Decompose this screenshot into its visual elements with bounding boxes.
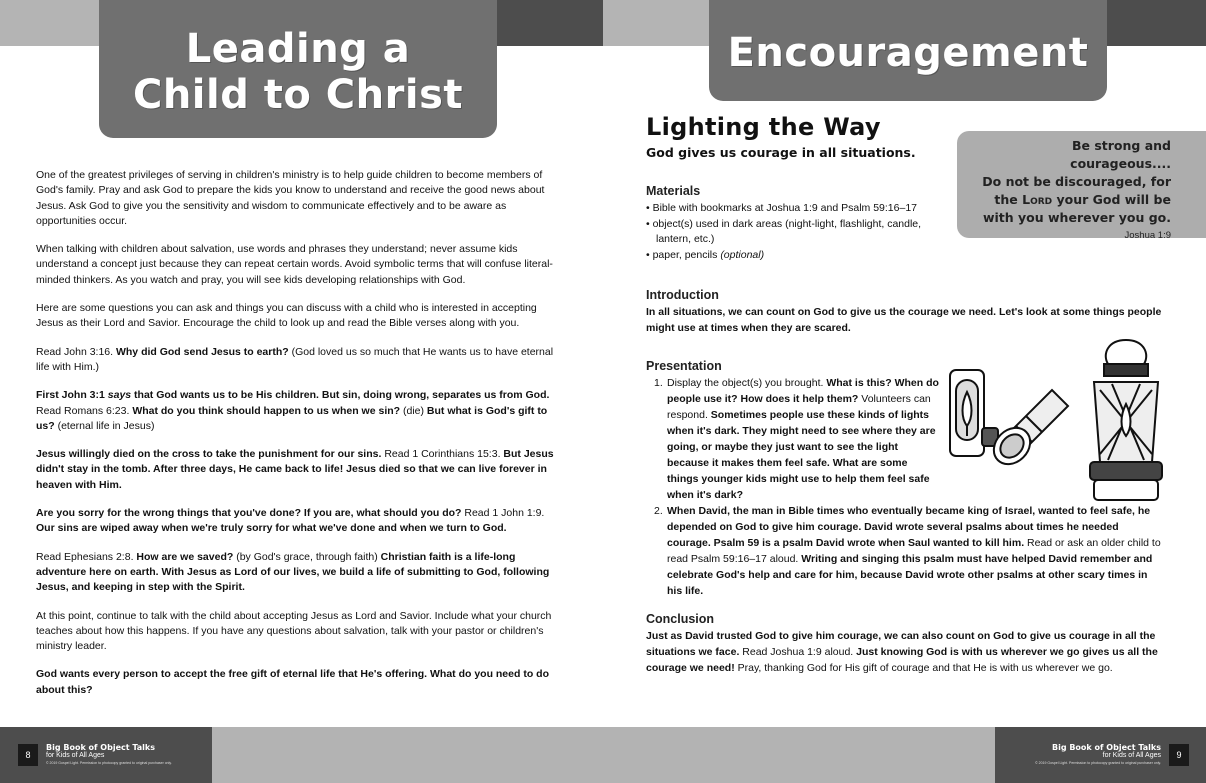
text-run: Read or ask an older child to read Psalm 59:16–17 aloud. (667, 537, 1161, 565)
body-paragraph (36, 301, 561, 332)
text-run: But Jesus didn't stay in the tomb. After three days, He came back to life! Jesus died so that we can live forever in heaven with Him. (36, 448, 554, 491)
text-run: Jesus willingly died on the cross to take the punishment for our sins. (36, 448, 382, 461)
page-number-left: 8 (18, 744, 38, 766)
materials-item (646, 217, 946, 248)
body-paragraph (36, 667, 561, 698)
text-run: that God wants us to be His children. But sin, doing wrong, separates us from God. (131, 389, 550, 402)
text-run: Christian faith is a life-long adventure here on earth. With Jesus as Lord of our lives, we build a life of submitting to God, following Jesus, and keeping in step with the Spirit. (36, 550, 550, 594)
text-run: Read Joshua 1:9 aloud. (739, 646, 857, 658)
text-run: One of the greatest privileges of serving in children's ministry is to help guide children to become members of God's family. Pray and ask God to prepare the kids you know to understand and receive the good news about Jesus. Ask God to give you the sensitivity and wisdom to communicate effectively and to be aware as opportunities occur. (36, 169, 545, 227)
presentation-step-2 (654, 503, 1164, 599)
text-run: (die) (400, 404, 427, 417)
lights-illustration (944, 334, 1166, 512)
body-paragraph (36, 388, 561, 434)
text-run: How are we saved? (136, 550, 234, 563)
text-run: Display the object(s) you brought. (667, 377, 827, 389)
text-run: When David, the man in Bible times who eventually became king of Israel, wanted to feel safe, he depended on God to give him courage. David wrote several psalms about times he needed courage. Psalm 59 is a psalm David wrote when Saul wanted to kill him. (667, 505, 1151, 549)
materials-item-optional: (optional) (720, 248, 765, 261)
text-run: Read Romans 6:23. (36, 404, 133, 417)
title-line-2: Child to Christ (132, 72, 464, 118)
introduction-text: In all situations, we can count on God to give us the courage we need. Let's look at some things people might use at times when they are scared. (646, 306, 1162, 334)
body-paragraph (36, 345, 561, 376)
text-run: Read 1 John 1:9. (461, 507, 545, 520)
body-paragraph (36, 609, 561, 655)
book-title-left: Big Book of Object Talks (46, 743, 156, 752)
verse-lord: Lord (1022, 192, 1053, 207)
presentation-heading: Presentation (646, 359, 722, 373)
text-run: But what is God's gift to us? (36, 404, 548, 432)
page-number-right: 9 (1169, 744, 1189, 766)
verse-reference: Joshua 1:9 (1124, 230, 1171, 241)
verse-line-3 (967, 191, 1171, 209)
verse-line-3-post: your God will be (1052, 192, 1171, 207)
presentation-step-1 (654, 375, 939, 503)
verse-line-1: Be strong and courageous.... (1070, 138, 1171, 171)
text-run: What is this? When do people use it? How does it help them? (667, 377, 939, 405)
memory-verse-box (957, 131, 1206, 241)
text-run: Sometimes people use these kinds of lights when it's dark. They might need to see where they are going, or maybe they just want to see the light because it makes them feel safe. What are some things younger kids might use to help them feel safe when it's dark? (667, 409, 936, 501)
verse-line-3-pre: the (994, 192, 1023, 207)
step-number: 2. (654, 505, 663, 517)
verse-line-2: Do not be discouraged, for (982, 174, 1171, 189)
conclusion-text (646, 628, 1166, 676)
body-paragraph (36, 506, 561, 537)
text-run: (eternal life in Jesus) (54, 419, 155, 432)
text-run: What do you think should happen to us when we sin? (132, 404, 401, 417)
copyright-right: © 2019 Gospel Light. Permission to photocopy granted to original purchaser only. (1035, 761, 1161, 765)
book-subtitle-left: for Kids of All Ages (46, 752, 105, 759)
night-light-icon (950, 370, 998, 456)
body-paragraph (36, 550, 561, 596)
book-subtitle-right: for Kids of All Ages (1102, 752, 1161, 759)
materials-item (646, 201, 946, 217)
text-run: God wants every person to accept the free gift of eternal life that He's offering. What do you need to do about this? (36, 668, 549, 696)
text-run: Read 1 Corinthians 15:3. (381, 448, 504, 461)
text-run: Just as David trusted God to give him courage, we can also count on God to give us courage in all the situations we face. (646, 630, 1156, 658)
left-page-body (36, 168, 561, 711)
text-run: At this point, continue to talk with the child about accepting Jesus as Lord and Savior. Include what your church teaches about how this happens. If you have any questions about salvation, talk with your pastor or children's ministry leader. (36, 609, 552, 653)
conclusion-heading: Conclusion (646, 612, 715, 626)
lantern-icon (1090, 340, 1162, 500)
text-run: Writing and singing this psalm must have helped David remember and celebrate God's help and care for him, because David wrote other psalms at other scary times in his life. (667, 553, 1153, 597)
memory-verse-text (967, 137, 1171, 227)
step-number: 1. (654, 377, 663, 389)
materials-list (646, 201, 946, 263)
text-run: Volunteers can respond. (667, 393, 931, 421)
book-title-right: Big Book of Object Talks (1051, 743, 1161, 752)
text-run: (God loved us so much that He wants us to have eternal life with Him.) (36, 345, 554, 373)
text-run: Are you sorry for the wrong things that you've done? If you are, what should you do? (36, 507, 462, 520)
text-run: Our sins are wiped away when we're truly sorry for what we've done and when we turn to God. (36, 522, 507, 535)
body-paragraph (36, 168, 561, 229)
introduction-heading: Introduction (646, 288, 719, 302)
materials-item (646, 248, 946, 264)
body-paragraph (36, 447, 561, 493)
lesson-title: Lighting the Way (646, 113, 881, 141)
text-run: Here are some questions you can ask and things you can discuss with a child who is interested in accepting Jesus as their Lord and Savior. Encourage the child to look up and read the Bible verses along with you. (36, 302, 537, 330)
text-run: When talking with children about salvation, use words and phrases they understand; never assume kids understand a concept just because they can repeat certain words. Avoid symbolic terms that will confuse literal-minded thinkers. As you watch and pray, you will see kids developing relationships with God. (36, 243, 553, 286)
lesson-subtitle: God gives us courage in all situations. (646, 145, 916, 160)
materials-item-text: • object(s) used in dark areas (night-light, flashlight, candle, lantern, etc.) (646, 217, 922, 245)
materials-item-text: • Bible with bookmarks at Joshua 1:9 and Psalm 59:16–17 (646, 202, 918, 214)
text-run: (by God's grace, through faith) (233, 550, 381, 563)
text-run: Read John 3:16. (36, 345, 116, 358)
materials-item-text: • paper, pencils (646, 248, 721, 261)
materials-heading: Materials (646, 184, 701, 198)
text-run: Why did God send Jesus to earth? (115, 345, 289, 358)
title-line-1: Leading a (185, 26, 411, 72)
text-run: Read Ephesians 2:8. (36, 550, 137, 563)
text-run: Pray, thanking God for His gift of courage and that He is with us wherever we go. (734, 662, 1113, 674)
header-band-right-dark (1107, 0, 1206, 46)
title-encouragement: Encouragement (727, 30, 1089, 76)
text-run: First John 3:1 (36, 389, 108, 402)
footer-right (995, 727, 1206, 783)
copyright-left: © 2019 Gospel Light. Permission to photocopy granted to original purchaser only. (46, 761, 172, 765)
text-run: says (107, 389, 132, 402)
header-band-left-dark (497, 0, 603, 46)
body-paragraph (36, 242, 561, 288)
verse-line-4: with you wherever you go. (982, 210, 1171, 225)
text-run: Just knowing God is with us wherever we go gives us all the courage we need! (646, 646, 1158, 674)
left-page-title (99, 0, 497, 138)
right-page-title (709, 0, 1107, 101)
footer-left (0, 727, 212, 783)
footer-band (212, 727, 995, 783)
